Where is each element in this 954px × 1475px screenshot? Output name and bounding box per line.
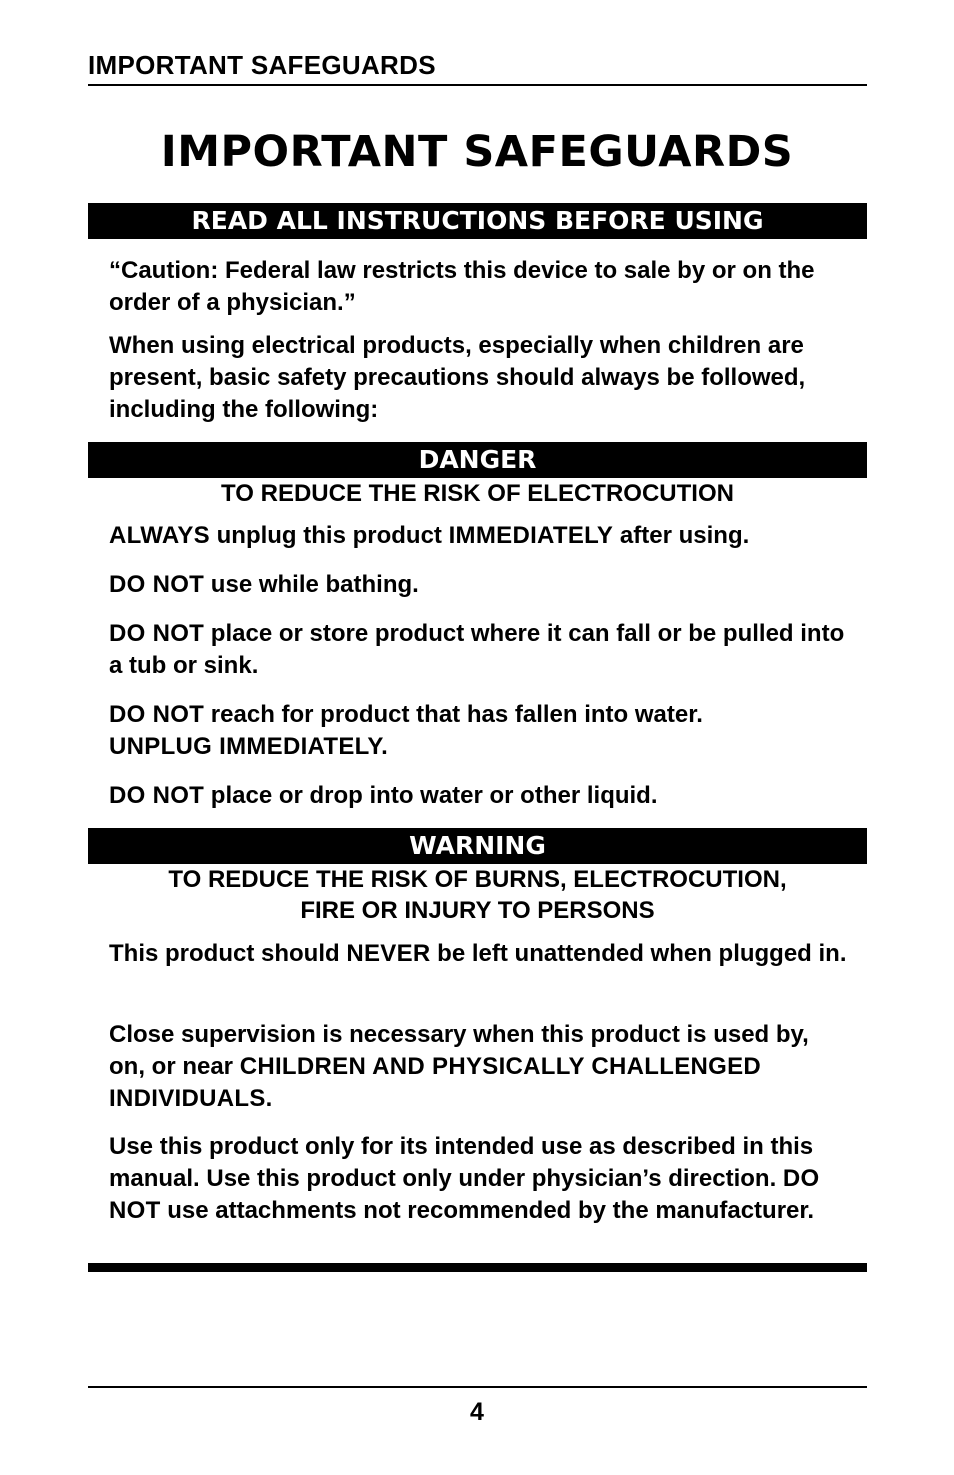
keyword: CHILDREN AND PHYSICALLY CHALLENGED INDIVIDUALS. — [109, 1053, 762, 1112]
danger-item-store — [109, 618, 849, 682]
item-text: use while bathing. — [204, 571, 419, 598]
item-text: This product should — [109, 940, 347, 967]
item-text: place or store product where it can fall or be pulled into a tub or sink. — [109, 620, 845, 679]
danger-item-bathing — [109, 569, 849, 601]
danger-item-drop — [109, 780, 849, 812]
keyword: DO NOT — [109, 571, 205, 598]
danger-banner: DANGER — [88, 442, 867, 478]
footer-rule — [88, 1386, 867, 1388]
page-title: IMPORTANT SAFEGUARDS — [160, 127, 794, 177]
keyword: DO NOT — [109, 701, 205, 728]
danger-subhead: TO REDUCE THE RISK OF ELECTROCUTION — [221, 480, 734, 507]
keyword: DO NOT — [109, 1165, 820, 1224]
keyword: NEVER — [346, 940, 431, 967]
item-text: Close supervision is necessary when this product is used by, on, or near — [109, 1021, 809, 1080]
keyword: ALWAYS — [109, 522, 210, 549]
warning-item-supervision — [109, 1019, 849, 1115]
caution-paragraph: “Caution: Federal law restricts this device to sale by or on the order of a physician.” — [109, 257, 815, 316]
general-safety-paragraph: When using electrical products, especially when children are present, basic safety precautions should always be followed, including the following: — [109, 332, 806, 423]
read-instructions-banner: READ ALL INSTRUCTIONS BEFORE USING — [88, 203, 867, 239]
item-text: after using. — [613, 522, 750, 549]
warning-subhead-line-2: FIRE OR INJURY TO PERSONS — [300, 897, 655, 924]
page-number: 4 — [470, 1398, 484, 1426]
keyword: DO NOT — [109, 620, 205, 647]
section-end-bar — [88, 1263, 867, 1272]
danger-item-unplug — [109, 520, 849, 552]
header-rule — [88, 84, 867, 86]
danger-item-reach — [109, 699, 849, 763]
item-text: use attachments not recommended by the manufacturer. — [160, 1197, 815, 1224]
keyword: UNPLUG IMMEDIATELY. — [109, 733, 389, 760]
item-text: place or drop into water or other liquid. — [204, 782, 658, 809]
warning-item-intended-use — [109, 1131, 849, 1227]
warning-subhead — [88, 864, 867, 926]
item-text: reach for product that has fallen into water. — [204, 701, 703, 728]
item-text: unplug this product — [209, 522, 449, 549]
warning-subhead-line-1: TO REDUCE THE RISK OF BURNS, ELECTROCUTION, — [168, 866, 787, 893]
item-text: be left unattended when plugged in. — [430, 940, 847, 967]
warning-banner: WARNING — [88, 828, 867, 864]
running-header: IMPORTANT SAFEGUARDS — [88, 50, 436, 80]
warning-item-unattended — [109, 938, 849, 970]
keyword: IMMEDIATELY — [448, 522, 614, 549]
keyword: DO NOT — [109, 782, 205, 809]
item-text: Use this product only for its intended use as described in this manual. Use this product only under physician’s direction. — [109, 1133, 814, 1192]
